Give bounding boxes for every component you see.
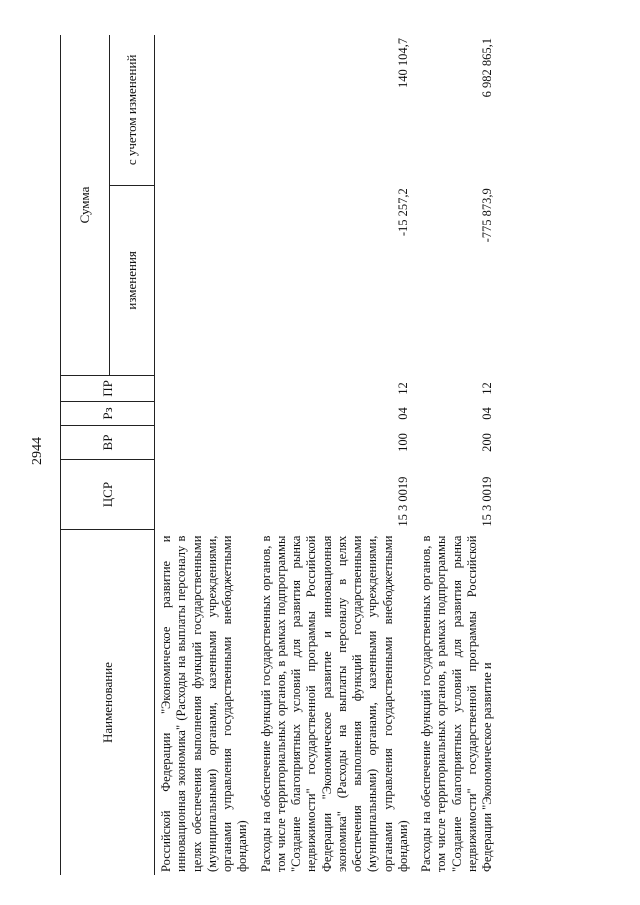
row-vr xyxy=(155,425,256,459)
table-row xyxy=(155,35,256,875)
row-change: -775 873,9 xyxy=(480,188,495,243)
row-rz: 04 xyxy=(480,407,495,420)
row-rz xyxy=(155,401,256,425)
row-total xyxy=(155,35,256,185)
table-row xyxy=(256,35,417,875)
row-pr: 12 xyxy=(396,382,410,395)
row-total: 140 104,7 xyxy=(396,38,410,88)
row-name: Расходы на обеспечение функций государственных органов, в том числе территориальных органов, в рамках подпрограммы "Создание благоприятных условий для развития рынка недвижимости" государственной программы Российской Федерации "Экономическое развитие и xyxy=(419,535,494,872)
header-change: изменения xyxy=(110,185,155,375)
row-total: 6 982 865,1 xyxy=(480,38,495,98)
row-change xyxy=(155,185,256,375)
header-pr: ПР xyxy=(61,375,155,401)
row-csr: 15 3 0019 xyxy=(480,476,495,527)
header-with-change: с учетом изменений xyxy=(110,35,155,185)
row-csr xyxy=(155,460,256,530)
row-pr: 12 xyxy=(480,382,495,395)
row-rz: 04 xyxy=(396,407,410,420)
row-change: -15 257,2 xyxy=(396,188,410,237)
table-header xyxy=(61,35,155,875)
header-name: Наименование xyxy=(61,530,155,875)
row-name: Российской Федерации "Экономическое развитие и инновационная экономика" (Расходы на выплаты персоналу в целях обеспечения выполнения функций государственными (муниципальными) органами, казенными учреждениями, органами управления государственными внебюджетными фондами) xyxy=(159,535,250,872)
table-row xyxy=(416,35,500,875)
header-vr: ВР xyxy=(61,425,155,459)
header-rz: Рз xyxy=(61,401,155,425)
header-csr: ЦСР xyxy=(61,460,155,530)
row-csr: 15 3 0019 xyxy=(396,476,410,527)
row-vr: 200 xyxy=(480,433,495,452)
budget-table xyxy=(60,35,500,875)
row-pr xyxy=(155,375,256,401)
row-vr: 100 xyxy=(396,433,410,452)
header-sum: Сумма xyxy=(61,35,110,375)
page-number: 2944 xyxy=(30,437,45,465)
row-name: Расходы на обеспечение функций государственных органов, в том числе территориальных органов, в рамках подпрограммы "Создание благоприятных условий для развития рынка недвижимости" государственной программы Российской Федерации "Экономическое развитие и инновационная экономика" (Расходы на выплаты персоналу в целях обеспечения выполнения функций государственными (муниципальными) органами, казенными учреждениями, органами управления государственными внебюджетными фондами) xyxy=(258,535,410,872)
